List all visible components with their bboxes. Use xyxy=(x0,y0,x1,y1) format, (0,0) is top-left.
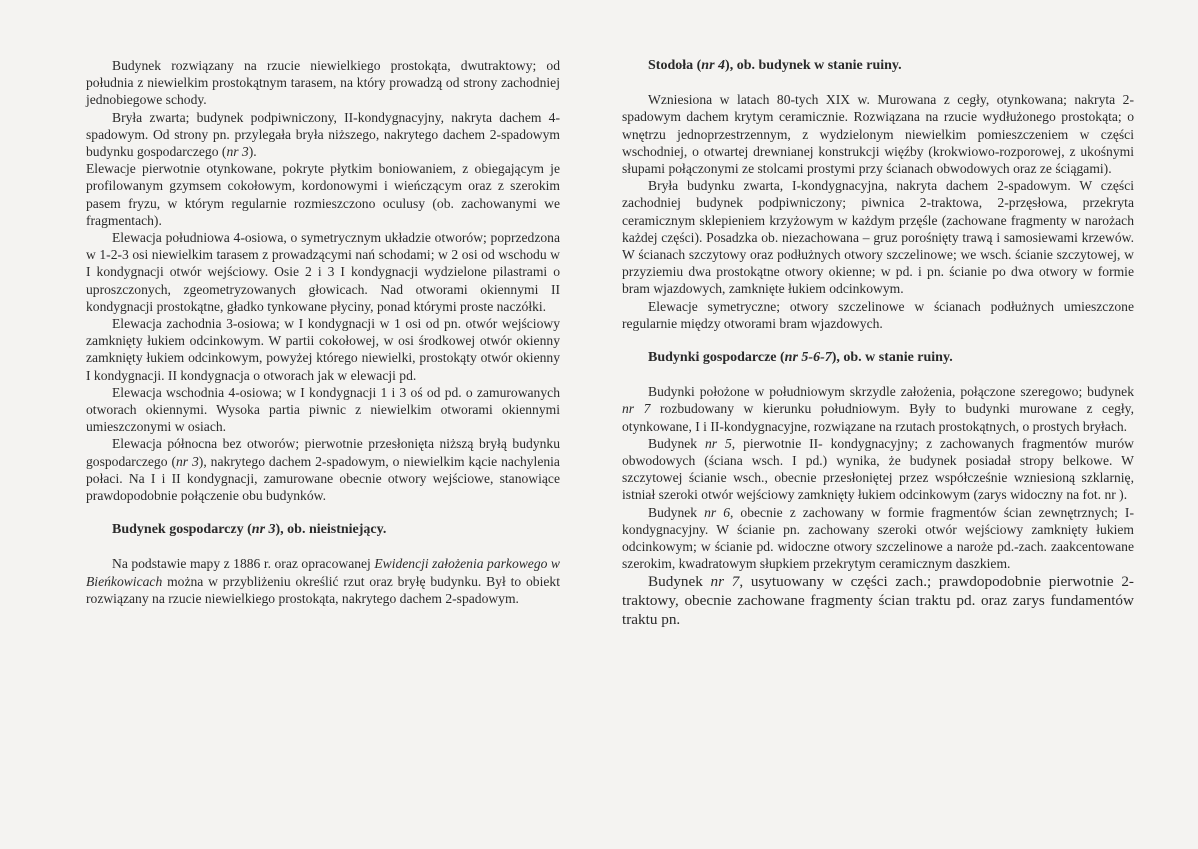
paragraph-barn-elevations: Elewacje symetryczne; otwory szczelinowe w ścianach podłużnych umieszczone regularnie między otworami bram wjazdowych. xyxy=(622,298,1134,331)
building-ref: nr 3 xyxy=(251,522,276,538)
spacer xyxy=(622,332,1134,349)
paragraph-east-elevation: Elewacja wschodnia 4-osiowa; w I kondygnacji 1 i 3 oś od pd. o zamurowanych otworach okiennymi. Wysoka partia piwnic z niewielkim otworami okiennymi umieszczonymi w osiach. xyxy=(86,384,560,435)
paragraph-massing xyxy=(86,109,560,161)
text: Budynek xyxy=(648,435,705,451)
paragraph-building-5 xyxy=(622,435,1134,504)
paragraph-barn-massing: Bryła budynku zwarta, I-kondygnacyjna, nakryta dachem 2-spadowym. W części zachodniej budynek podpiwniczony; piwnica 2-traktowa, 2-przęsłowa, przekryta ceramicznym sklepieniem krzyżowym w każdym przęśle (zachowane fragmenty w narożach każdej części). Posadzka ob. niezachowana – gruz porośnięty trawą i samosiewami krzewów. W ścianach szczytowy oraz podłużnych otwory szczelinowe; we wsch. ścianie szczytowej, w przyziemiu dwa prostokątne otwory okienne; w pd. i pn. ścianie po dwa otwory w formie bram wjazdowych, zamknięte łukiem odcinkowym. xyxy=(622,178,1134,297)
text: ), ob. nieistniejący. xyxy=(275,522,387,538)
text: rozbudowany w kierunku południowym. Były to budynki murowane z cegły, otynkowane, I i II-kondygnacyjne, rozwiązane na rzutach prostokątnych, o prostych bryłach. xyxy=(622,401,1134,434)
paragraph-elevations: Elewacje pierwotnie otynkowane, pokryte płytkim boniowaniem, z obiegającym je profilowanym gzymsem cokołowym, kordonowymi i wieńczącym oraz z szerokim pasem fryzu, w którym regularnie rozmieszczono oculusy (ob. zachowanymi we fragmentach). xyxy=(86,161,560,228)
paragraph-north-elevation xyxy=(86,435,560,504)
text: , usytuowany w części zach.; prawdopodobnie pierwotnie 2-traktowy, obecnie zachowane fragmenty ścian traktu pd. oraz zarys fundamentów traktu pn. xyxy=(622,573,1134,629)
section-heading-barn xyxy=(622,57,1134,74)
text: Na podstawie mapy z 1886 r. oraz opracowanej xyxy=(112,556,375,572)
spacer xyxy=(622,366,1134,383)
paragraph-buildings-overview xyxy=(622,383,1134,435)
text: Budynek xyxy=(648,573,711,591)
text: ), nakrytego dachem 2-spadowym, o niewielkim kącie nachylenia połaci. Na I i II kondygnacji, zamurowane obecnie otwory wejściowe, stanowiące prawdopodobnie połączenie obu budynków. xyxy=(86,453,560,504)
section-heading-buildings-5-6-7 xyxy=(622,349,1134,366)
right-column xyxy=(622,57,1134,629)
text: Elewacja północna bez otworów; pierwotnie przesłonięta niższą bryłą budynku gospodarczego ( xyxy=(86,436,560,469)
text: Stodoła ( xyxy=(648,58,702,73)
paragraph-west-elevation: Elewacja zachodnia 3-osiowa; w I kondygnacji w 1 osi od pn. otwór wejściowy zamknięty łukiem odcinkowym. W partii cokołowej, w osi środkowej otwór okienny zamknięty łukiem odcinkowym, powyżej którego niewielki, prostokąty otwór okienny I kondygnacji. II kondygnacja o otworach jak w elewacji pd. xyxy=(86,316,560,383)
building-ref: nr 3 xyxy=(175,453,199,469)
paragraph-building-6 xyxy=(622,504,1134,573)
building-ref: nr 5-6-7 xyxy=(784,350,832,366)
building-ref: nr 5 xyxy=(705,435,732,451)
text: , pierwotnie II- kondygnacyjny; z zachowanych fragmentów murów obwodowych (ściana wsch. I pd.) wynika, że budynek posiadał stropy belkowe. W szczytowej ścianie wsch., obecnie przesłoniętej przez współcześnie wzniesioną szklarnię, istniał szeroki otwór wejściowy zamknięty łukiem odcinkowym (zarys widoczny na fot. nr ). xyxy=(622,435,1135,503)
building-ref: nr 7 xyxy=(710,573,740,591)
paragraph-barn-history: Wzniesiona w latach 80-tych XIX w. Murowana z cegły, otynkowana; nakryta 2-spadowym dachem krytym ceramicznie. Rozwiązana na rzucie wydłużonego prostokąta; o wnętrzu jednoprzestrzennym, z wydzielonym niewielkim pomieszczeniem w części wschodniej, o otwartej drewnianej konstrukcji więźby (krokwiowo-rozporowej, z ukośnymi słupami połączonymi ze stolcami prostymi przy ścianach obwodowych oraz ze ściągami). xyxy=(622,92,1134,177)
text: ), ob. w stanie ruiny. xyxy=(831,350,953,366)
building-ref: nr 7 xyxy=(622,401,651,417)
section-heading-building-3 xyxy=(86,521,560,538)
text: Bryła zwarta; budynek podpiwniczony, II-kondygnacyjny, nakryta dachem 4-spadowym. Od strony pn. przylegała bryła niższego, nakrytego dachem 2-spadowym budynku gospodarczego ( xyxy=(86,109,560,160)
text: można w przybliżeniu określić rzut oraz bryłę budynku. Był to obiekt rozwiązany na rzucie niewielkiego prostokąta, nakrytego dachem 2-spadowym. xyxy=(86,573,560,606)
text: ). xyxy=(248,144,257,160)
building-ref: nr 6 xyxy=(704,504,731,520)
paragraph-south-elevation: Elewacja południowa 4-osiowa, o symetrycznym układzie otworów; poprzedzona w 1-2-3 osi niewielkim tarasem z prowadzącymi nań schodami; w 2 osi od wschodu w I kondygnacji otwór wejściowy. Osie 2 i 3 I kondygnacji wydzielone pilastrami o uproszczonych, zgeometryzowanych głowicach. Nad otworami okiennymi II kondygnacji prostokątne, gładko tynkowane płyciny, ponad którymi proste naczółki. xyxy=(86,230,560,314)
building-ref: nr 3 xyxy=(226,144,249,160)
text: Budynek xyxy=(648,504,705,520)
spacer xyxy=(622,74,1134,91)
text: , obecnie z zachowany w formie fragmentów ścian zewnętrznych; I-kondygnacyjny. W ścianie pn. zachowany szeroki otwór wejściowy zamknięty łukiem odcinkowym; w ścianie pd. widoczne otwory szczelinowe a naroże pd.-zach. zaakcentowane szerokim, kwadratowym słupkiem przekrytym ceramicznym daszkiem. xyxy=(622,504,1134,572)
paragraph-layout: Budynek rozwiązany na rzucie niewielkiego prostokąta, dwutraktowy; od południa z niewielkim prostokątnym tarasem, na który prowadzą od strony zachodniej jednobiegowe schody. xyxy=(86,58,560,108)
text: Budynki położone w południowym skrzydle założenia, połączone szeregowo; budynek xyxy=(648,384,1134,400)
text: Budynki gospodarcze ( xyxy=(648,350,785,366)
spacer xyxy=(86,504,560,521)
spacer xyxy=(86,538,560,555)
source-title: Ewidencji założenia parkowego w Bieńkowicach xyxy=(86,556,560,589)
left-column xyxy=(86,57,560,607)
paragraph-building-7 xyxy=(622,572,1134,629)
building-ref: nr 4 xyxy=(701,58,726,73)
text: Budynek gospodarczy ( xyxy=(112,522,252,538)
paragraph-building-3 xyxy=(86,555,560,607)
text: ), ob. budynek w stanie ruiny. xyxy=(725,58,902,73)
